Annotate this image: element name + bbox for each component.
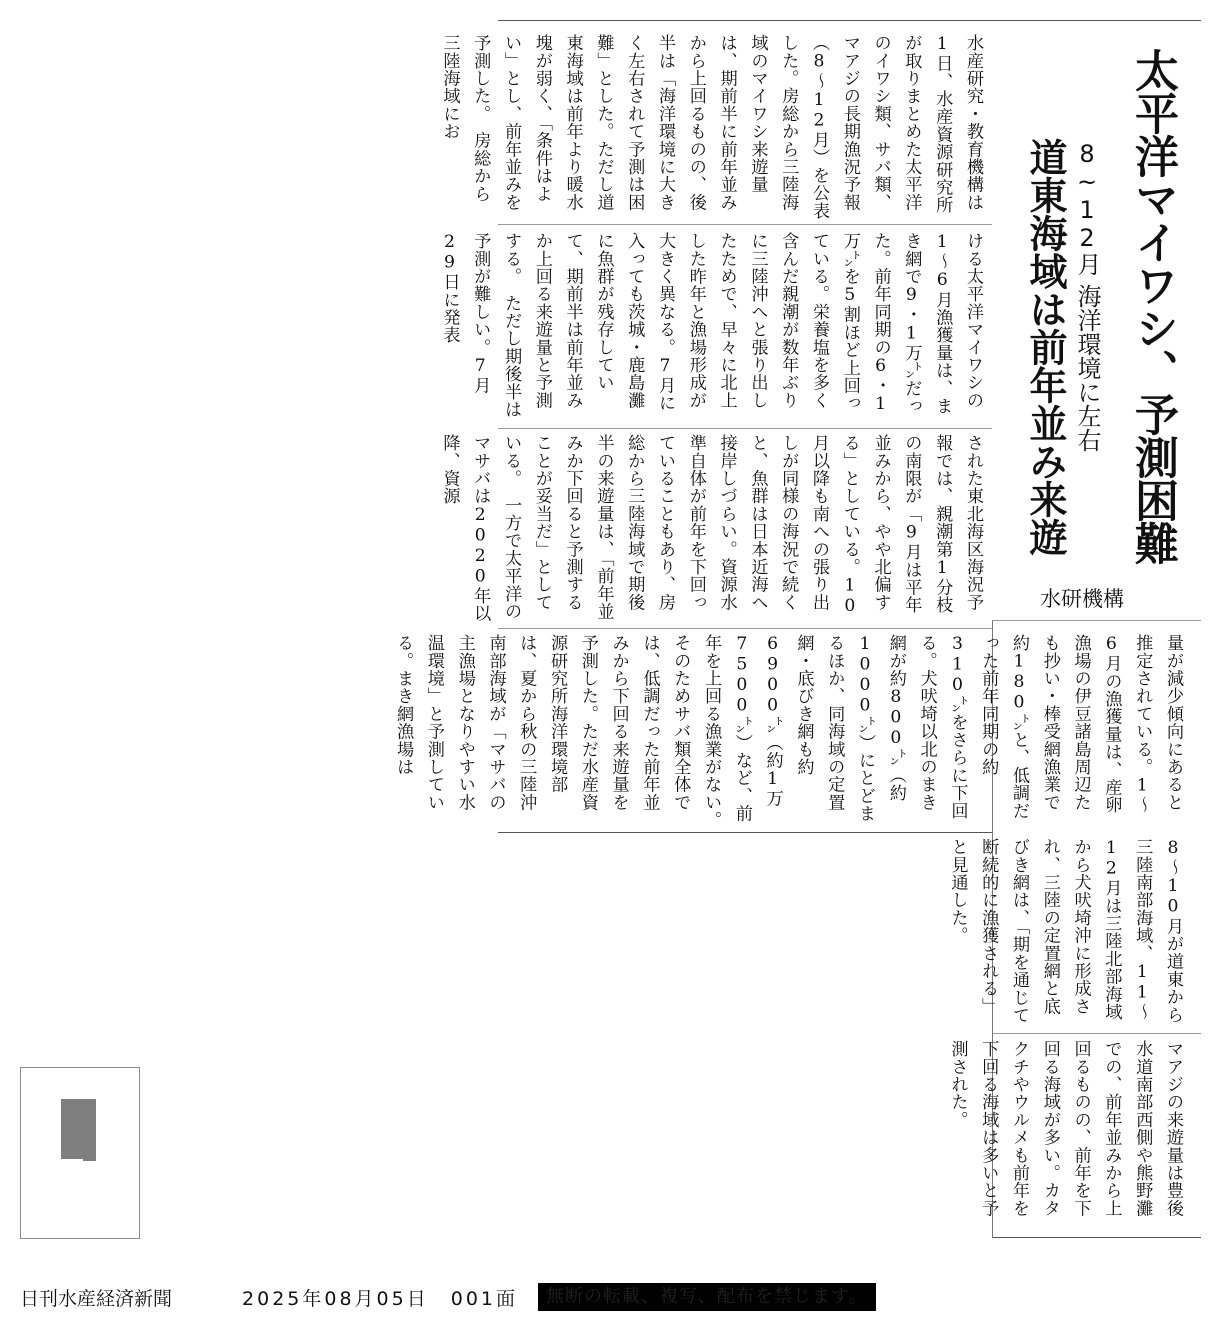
rule-b5-b6: [992, 1033, 1201, 1034]
article-location-marker-tail: [83, 1099, 96, 1161]
rule-b1-b2: [498, 224, 992, 225]
article-block-6: マアジの来遊量は豊後水道南部西側や熊野灘での、前年並みから上回るものの、前年を下回る海域が多い。カタクチやウルメも前年を下回る海域は多いと予測された。: [947, 1040, 1183, 1217]
article-block-5: 8～10月が道東から三陸南部海域、11～12月は三陸北部海域から犬吠埼沖に形成され、三陸の定置網と底びき網は、「期を通じて断続的に漁獲される」と見通した。: [947, 838, 1183, 1025]
headline: 太平洋マイワシ、予測困難: [1127, 48, 1178, 564]
footer: [20, 1282, 876, 1312]
article-location-marker: [61, 1099, 83, 1159]
subhead-topic: 海洋環境に左右: [1073, 284, 1101, 452]
rule-b2-b3: [498, 428, 992, 429]
page-number: 001面: [450, 1287, 518, 1310]
article-block-4: 量が減少傾向にあると推定されている。1～6月の漁獲量は、産卵漁場の伊豆諸島周辺たも抄い・棒受網漁業で約180㌧と、低調だった前年同期の約310㌧をさらに下回る。犬吠埼以北のまき網が約800㌧（約1000㌧）にとどまるほか、同海域の定置網・底びき網も約6900㌧（約1万7500㌧）など、前年を上回る漁業がない。 そのためサバ類全体では、低調だった前年並みから下回る来遊量を予測した。ただ水産資源研究所海洋環境部は、夏から秋の三陸沖南部海域が「マサバの主漁場となりやすい水温環境」と予測している。まき網漁場は: [393, 634, 1183, 838]
bottom-rule: [992, 1237, 1201, 1238]
newspaper-name: 日刊水産経済新聞: [20, 1287, 173, 1310]
copyright-notice: 無断の転載、複写、配布を禁じます。: [538, 1283, 876, 1311]
article-block-1: 水産研究・教育機構は1日、水産資源研究所が取りまとめた太平洋のイワシ類、サバ類、マアジの長期漁況予報（8～12月）を公表した。房総から三陸海域のマイワシ来遊量は、期前半に前年並みから上回るものの、後半は「海洋環境に大きく左右されて予測は困難」とした。ただし道東海域は前年より暖水塊が弱く、「条件はよい」とし、前年並みを予測した。 房総から三陸海域にお: [439, 34, 983, 220]
organization-byline: 水研機構: [1040, 587, 1124, 611]
subhead-range: 8~12月: [1073, 140, 1101, 276]
issue-date: 2025年08月05日: [242, 1287, 429, 1310]
mid-rule: [498, 832, 992, 833]
headline-bottom-rule: [992, 620, 1201, 621]
subhead: [1072, 140, 1102, 500]
article-block-2: ける太平洋マイワシの1～6月漁獲量は、まき網で9・1万㌧だった。前年同期の6・1万㌧を5割ほど上回っている。栄養塩を多く含んだ親潮が数年ぶりに三陸沖へと張り出したためで、早々に北上した昨年と漁場形成が大きく異なる。7月に入っても茨城・鹿島灘に魚群が残存していて、期前半は前年並みか上回る来遊量と予測する。 ただし期後半は予測が難しい。7月29日に発表: [439, 232, 983, 419]
top-rule: [498, 20, 1201, 21]
article-block-3: された東北海区海況予報では、親潮第1分枝の南限が「9月は平年並みから、やや北偏する」としている。10月以降も南への張り出しが同様の海況で続くと、魚群は日本近海へ接岸しづらい。資源水準自体が前年を下回っていることもあり、房総から三陸海域で期後半の来遊量は、「前年並みか下回ると予測することが妥当だ」としている。 一方で太平洋のマサバは2020年以降、資源: [439, 434, 983, 623]
subhead-main: 道東海域は前年並み来遊: [1023, 138, 1067, 556]
rule-b3-b4: [498, 628, 992, 629]
page-thumbnail: [20, 1067, 140, 1239]
